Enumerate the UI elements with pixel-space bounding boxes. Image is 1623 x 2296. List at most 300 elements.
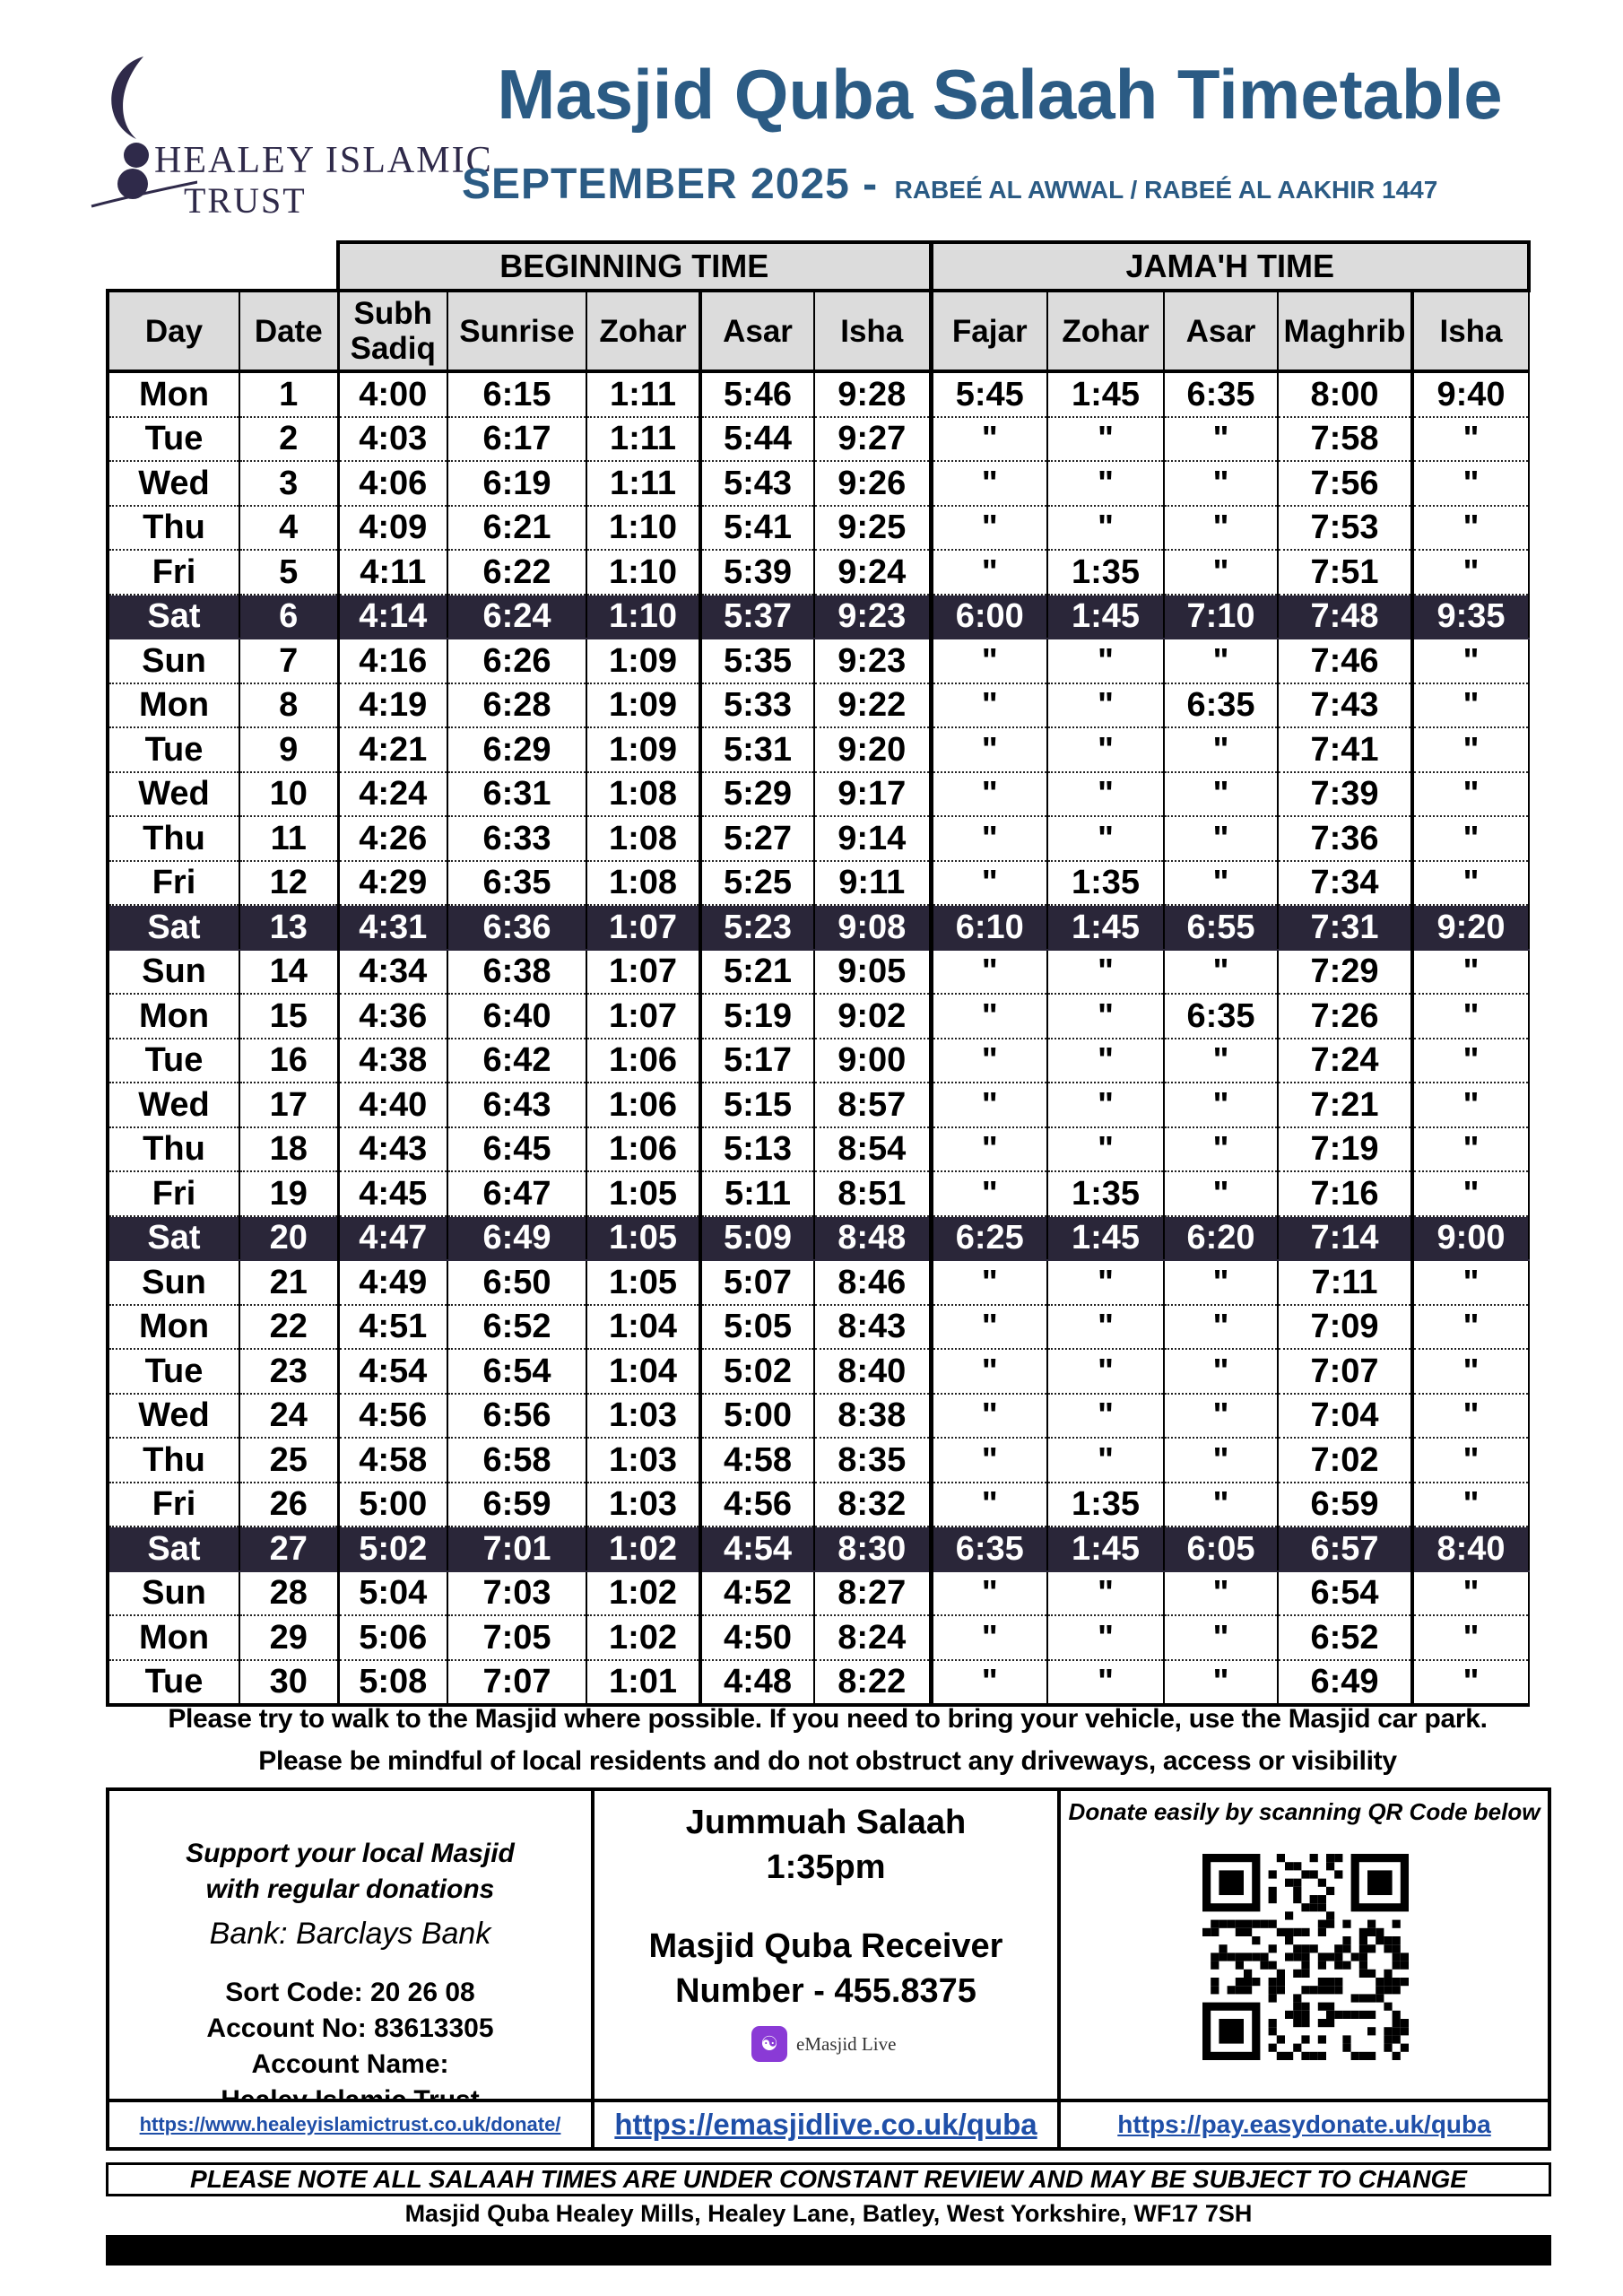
table-cell: 7:21 xyxy=(1278,1083,1412,1127)
table-cell: Fri xyxy=(108,861,239,906)
table-cell: 1:35 xyxy=(1047,1483,1164,1527)
qr-code-icon[interactable] xyxy=(1202,1854,1409,2078)
table-cell: " xyxy=(1047,816,1164,861)
table-cell: Fri xyxy=(108,1483,239,1527)
group-header-row xyxy=(108,242,1529,291)
table-row xyxy=(108,950,1529,995)
table-cell: 1:06 xyxy=(586,1083,700,1127)
emasjid-logo-icon: ☯ xyxy=(751,2026,787,2062)
table-cell: 5:13 xyxy=(700,1127,814,1172)
table-cell: 1 xyxy=(239,371,338,417)
emasjid-label: eMasjid Live xyxy=(796,2032,897,2055)
table-cell: " xyxy=(931,772,1047,817)
table-cell: 4:21 xyxy=(338,727,447,772)
table-cell: 21 xyxy=(239,1260,338,1305)
table-row xyxy=(108,1571,1529,1616)
table-cell: 7:14 xyxy=(1278,1216,1412,1261)
table-row xyxy=(108,1171,1529,1216)
table-cell: 13 xyxy=(239,905,338,950)
table-cell: " xyxy=(1047,727,1164,772)
table-cell: 9:05 xyxy=(814,950,931,995)
table-cell: " xyxy=(931,861,1047,906)
table-cell: 6:29 xyxy=(447,727,586,772)
table-cell: Thu xyxy=(108,1438,239,1483)
table-cell: 4:47 xyxy=(338,1216,447,1261)
table-cell: 8 xyxy=(239,683,338,728)
table-cell: 6:38 xyxy=(447,950,586,995)
table-cell: 6:57 xyxy=(1278,1526,1412,1571)
column-header xyxy=(447,291,586,371)
table-row xyxy=(108,1394,1529,1439)
table-cell: Thu xyxy=(108,1127,239,1172)
table-cell: 8:40 xyxy=(1412,1526,1529,1571)
table-cell: 1:06 xyxy=(586,1127,700,1172)
table-cell: " xyxy=(1047,1260,1164,1305)
table-cell: 9:20 xyxy=(1412,905,1529,950)
table-cell: 6:17 xyxy=(447,417,586,462)
table-cell: " xyxy=(1164,1571,1278,1616)
column-header-label: Isha xyxy=(840,313,904,349)
table-cell: " xyxy=(1412,994,1529,1039)
table-cell: " xyxy=(1412,1305,1529,1350)
table-cell: " xyxy=(1412,1039,1529,1083)
table-cell: 6:58 xyxy=(447,1438,586,1483)
table-cell: " xyxy=(931,1039,1047,1083)
account-details xyxy=(109,1975,591,2118)
table-cell: 1:02 xyxy=(586,1526,700,1571)
table-cell: 9 xyxy=(239,727,338,772)
table-cell: 1:02 xyxy=(586,1615,700,1660)
table-cell: 1:08 xyxy=(586,861,700,906)
table-cell: 8:43 xyxy=(814,1305,931,1350)
column-header xyxy=(108,291,239,371)
table-cell: 5:33 xyxy=(700,683,814,728)
account-name-label: Account Name: xyxy=(251,2049,449,2079)
residents-note: Please be mindful of local residents and do not obstruct any driveways, access or visibility xyxy=(258,1746,1397,1776)
table-cell: Sat xyxy=(108,595,239,639)
table-cell: 1:03 xyxy=(586,1483,700,1527)
table-cell: 1:09 xyxy=(586,683,700,728)
table-cell: " xyxy=(931,1660,1047,1706)
table-cell: " xyxy=(1047,994,1164,1039)
table-cell: " xyxy=(931,1171,1047,1216)
table-cell: 6:50 xyxy=(447,1260,586,1305)
table-cell: Mon xyxy=(108,683,239,728)
table-cell: 22 xyxy=(239,1305,338,1350)
table-cell: 6:35 xyxy=(447,861,586,906)
table-cell: 6:54 xyxy=(1278,1571,1412,1616)
table-cell: 5:44 xyxy=(700,417,814,462)
table-cell: 5:23 xyxy=(700,905,814,950)
table-cell: 5:00 xyxy=(338,1483,447,1527)
table-cell: 4:24 xyxy=(338,772,447,817)
qr-panel xyxy=(1061,1791,1548,2147)
table-cell: 4:03 xyxy=(338,417,447,462)
table-cell: 7:05 xyxy=(447,1615,586,1660)
table-cell: 4:54 xyxy=(338,1349,447,1394)
table-cell: " xyxy=(1047,506,1164,551)
table-cell: 5:15 xyxy=(700,1083,814,1127)
table-cell: Tue xyxy=(108,1349,239,1394)
table-cell: 6:35 xyxy=(1164,683,1278,728)
table-cell: 7:34 xyxy=(1278,861,1412,906)
table-cell: 5:02 xyxy=(338,1526,447,1571)
table-cell: 9:23 xyxy=(814,595,931,639)
table-cell: Fri xyxy=(108,550,239,595)
column-header-label: Asar xyxy=(1185,313,1256,349)
table-cell: 5:35 xyxy=(700,639,814,683)
table-cell: " xyxy=(1164,639,1278,683)
table-cell: " xyxy=(1412,550,1529,595)
table-cell: 1:35 xyxy=(1047,1171,1164,1216)
table-cell: 5:37 xyxy=(700,595,814,639)
table-cell: " xyxy=(1164,1394,1278,1439)
table-cell: 4:11 xyxy=(338,550,447,595)
column-header-label: Asar xyxy=(723,313,793,349)
table-cell: 4:54 xyxy=(700,1526,814,1571)
jummuah-info xyxy=(595,1800,1057,1890)
table-cell: 1:04 xyxy=(586,1305,700,1350)
table-cell: 6:59 xyxy=(1278,1483,1412,1527)
table-cell: 7:39 xyxy=(1278,772,1412,817)
table-cell: 25 xyxy=(239,1438,338,1483)
table-cell: 7:10 xyxy=(1164,595,1278,639)
table-cell: 6:49 xyxy=(447,1216,586,1261)
table-cell: " xyxy=(1047,417,1164,462)
table-cell: " xyxy=(1164,1349,1278,1394)
table-cell: " xyxy=(1164,1615,1278,1660)
table-cell: 1:09 xyxy=(586,727,700,772)
column-header-label: Sunrise xyxy=(459,313,575,349)
table-cell: 6:42 xyxy=(447,1039,586,1083)
table-cell: 7:19 xyxy=(1278,1127,1412,1172)
table-cell: 8:38 xyxy=(814,1394,931,1439)
table-cell: Tue xyxy=(108,417,239,462)
table-cell: " xyxy=(1047,1394,1164,1439)
table-cell: 5:21 xyxy=(700,950,814,995)
support-text xyxy=(109,1836,591,1908)
column-header-label: Maghrib xyxy=(1283,313,1406,349)
table-cell: " xyxy=(1164,1171,1278,1216)
table-cell: " xyxy=(1412,1394,1529,1439)
table-cell: " xyxy=(1412,639,1529,683)
donate-link-row xyxy=(109,2099,591,2147)
table-cell: 8:46 xyxy=(814,1260,931,1305)
table-cell: " xyxy=(1412,727,1529,772)
table-cell: 7:31 xyxy=(1278,905,1412,950)
table-cell: " xyxy=(931,506,1047,551)
table-cell: 6:05 xyxy=(1164,1526,1278,1571)
table-cell: " xyxy=(931,1483,1047,1527)
table-cell: " xyxy=(1164,1260,1278,1305)
table-cell: 5:43 xyxy=(700,461,814,506)
column-header xyxy=(338,291,447,371)
table-cell: 9:17 xyxy=(814,772,931,817)
table-cell: 7:58 xyxy=(1278,417,1412,462)
table-cell: 8:00 xyxy=(1278,371,1412,417)
table-cell: 24 xyxy=(239,1394,338,1439)
easydonate-link[interactable]: https://pay.easydonate.uk/quba xyxy=(1117,2110,1491,2138)
table-cell: 27 xyxy=(239,1526,338,1571)
table-cell: 4:16 xyxy=(338,639,447,683)
table-cell: 17 xyxy=(239,1083,338,1127)
table-row xyxy=(108,1438,1529,1483)
table-cell: " xyxy=(931,1615,1047,1660)
table-cell: 7:48 xyxy=(1278,595,1412,639)
table-cell: " xyxy=(1047,639,1164,683)
table-cell: 6:43 xyxy=(447,1083,586,1127)
table-cell: 4:58 xyxy=(700,1438,814,1483)
table-cell: 5:09 xyxy=(700,1216,814,1261)
table-cell: 9:02 xyxy=(814,994,931,1039)
table-cell: " xyxy=(1164,861,1278,906)
table-cell: 4:48 xyxy=(700,1660,814,1706)
table-cell: 8:27 xyxy=(814,1571,931,1616)
table-cell: 4:31 xyxy=(338,905,447,950)
table-cell: 7:36 xyxy=(1278,816,1412,861)
table-cell: 4:38 xyxy=(338,1039,447,1083)
table-cell: 10 xyxy=(239,772,338,817)
table-cell: " xyxy=(1164,461,1278,506)
table-cell: 4:56 xyxy=(700,1483,814,1527)
table-cell: 1:05 xyxy=(586,1171,700,1216)
table-cell: " xyxy=(1164,550,1278,595)
sort-code: Sort Code: 20 26 08 xyxy=(225,1978,475,2007)
parking-note: Please try to walk to the Masjid where possible. If you need to bring your vehicle, use the Masjid car park. xyxy=(168,1704,1488,1734)
table-cell: 4:14 xyxy=(338,595,447,639)
salaah-timetable xyxy=(106,240,1531,1707)
support-line-2: with regular donations xyxy=(205,1874,495,1904)
table-cell: " xyxy=(1412,816,1529,861)
table-cell: 1:02 xyxy=(586,1571,700,1616)
column-header-label: Subh Sadiq xyxy=(350,295,436,366)
table-cell: 7:07 xyxy=(1278,1349,1412,1394)
table-cell: 1:35 xyxy=(1047,550,1164,595)
column-header-row xyxy=(108,291,1529,371)
hijri-months: RABEÉ AL AWWAL / RABEÉ AL AAKHIR 1447 xyxy=(894,176,1438,204)
table-cell: 1:10 xyxy=(586,595,700,639)
table-cell: " xyxy=(1412,506,1529,551)
table-cell: " xyxy=(931,1394,1047,1439)
table-row xyxy=(108,1660,1529,1706)
table-cell: 9:26 xyxy=(814,461,931,506)
table-cell: 6:15 xyxy=(447,371,586,417)
account-number: Account No: 83613305 xyxy=(206,2013,494,2043)
table-cell: 20 xyxy=(239,1216,338,1261)
table-cell: 30 xyxy=(239,1660,338,1706)
table-cell: Sun xyxy=(108,950,239,995)
table-cell: " xyxy=(1164,417,1278,462)
table-cell: " xyxy=(1412,1083,1529,1127)
table-cell: 12 xyxy=(239,861,338,906)
support-line-1: Support your local Masjid xyxy=(186,1839,515,1868)
table-cell: " xyxy=(1164,772,1278,817)
table-cell: Mon xyxy=(108,371,239,417)
table-cell: 11 xyxy=(239,816,338,861)
table-cell: 5:45 xyxy=(931,371,1047,417)
table-cell: 4:43 xyxy=(338,1127,447,1172)
easydonate-link-row xyxy=(1061,2099,1548,2147)
table-cell: " xyxy=(1047,683,1164,728)
table-cell: 7:41 xyxy=(1278,727,1412,772)
table-cell: 9:25 xyxy=(814,506,931,551)
table-cell: 6:45 xyxy=(447,1127,586,1172)
table-cell: 4:34 xyxy=(338,950,447,995)
table-cell: 9:22 xyxy=(814,683,931,728)
table-cell: Mon xyxy=(108,1615,239,1660)
table-cell: 1:08 xyxy=(586,816,700,861)
table-cell: 5:07 xyxy=(700,1260,814,1305)
column-header xyxy=(239,291,338,371)
table-cell: 6:52 xyxy=(1278,1615,1412,1660)
table-cell: " xyxy=(1047,1571,1164,1616)
table-cell: 4:49 xyxy=(338,1260,447,1305)
table-cell: Mon xyxy=(108,994,239,1039)
table-cell: 4 xyxy=(239,506,338,551)
jummuah-time: 1:35pm xyxy=(766,1848,886,1886)
table-cell: 5:17 xyxy=(700,1039,814,1083)
table-row xyxy=(108,1526,1529,1571)
table-cell: 1:04 xyxy=(586,1349,700,1394)
table-cell: " xyxy=(931,683,1047,728)
table-cell: " xyxy=(931,1305,1047,1350)
table-cell: 5 xyxy=(239,550,338,595)
table-cell: 5:46 xyxy=(700,371,814,417)
table-cell: " xyxy=(931,1571,1047,1616)
column-header xyxy=(700,291,814,371)
table-row xyxy=(108,1039,1529,1083)
table-cell: 1:10 xyxy=(586,550,700,595)
jummuah-title: Jummuah Salaah xyxy=(685,1804,967,1841)
table-cell: 1:11 xyxy=(586,417,700,462)
table-cell: 6:40 xyxy=(447,994,586,1039)
table-cell: 7:43 xyxy=(1278,683,1412,728)
table-cell: " xyxy=(1412,950,1529,995)
table-cell: " xyxy=(1164,1483,1278,1527)
table-cell: 4:36 xyxy=(338,994,447,1039)
table-cell: 8:51 xyxy=(814,1171,931,1216)
table-cell: 9:40 xyxy=(1412,371,1529,417)
donate-link[interactable]: https://www.healeyislamictrust.co.uk/donate/ xyxy=(139,2113,561,2135)
table-row xyxy=(108,1483,1529,1527)
table-cell: 6:21 xyxy=(447,506,586,551)
table-cell: Wed xyxy=(108,772,239,817)
table-cell: 1:11 xyxy=(586,461,700,506)
table-cell: 6:54 xyxy=(447,1349,586,1394)
table-cell: 1:07 xyxy=(586,950,700,995)
table-cell: 1:45 xyxy=(1047,905,1164,950)
table-cell: " xyxy=(1164,506,1278,551)
table-cell: 4:00 xyxy=(338,371,447,417)
table-cell: 6:22 xyxy=(447,550,586,595)
table-cell: 5:39 xyxy=(700,550,814,595)
table-cell: 1:10 xyxy=(586,506,700,551)
table-cell: 6:52 xyxy=(447,1305,586,1350)
table-cell: 28 xyxy=(239,1571,338,1616)
table-cell: 1:45 xyxy=(1047,1526,1164,1571)
table-cell: 4:19 xyxy=(338,683,447,728)
table-cell: 7:51 xyxy=(1278,550,1412,595)
table-cell: " xyxy=(931,1127,1047,1172)
table-cell: 4:56 xyxy=(338,1394,447,1439)
table-cell: " xyxy=(1412,1438,1529,1483)
table-row xyxy=(108,417,1529,462)
table-cell: 4:52 xyxy=(700,1571,814,1616)
table-cell: 4:45 xyxy=(338,1171,447,1216)
table-cell: " xyxy=(1164,1083,1278,1127)
table-cell: 1:11 xyxy=(586,371,700,417)
month-heading xyxy=(462,160,1437,209)
table-cell: Wed xyxy=(108,461,239,506)
jummuah-panel xyxy=(595,1791,1061,2147)
table-cell: Fri xyxy=(108,1171,239,1216)
column-header-label: Day xyxy=(144,313,204,349)
table-row xyxy=(108,727,1529,772)
table-cell: " xyxy=(1412,417,1529,462)
table-cell: 9:35 xyxy=(1412,595,1529,639)
table-cell: 6:35 xyxy=(931,1526,1047,1571)
table-cell: 29 xyxy=(239,1615,338,1660)
review-warning: PLEASE NOTE ALL SALAAH TIMES ARE UNDER CONSTANT REVIEW AND MAY BE SUBJECT TO CHANGE xyxy=(106,2162,1551,2196)
logo-text-line2: TRUST xyxy=(184,180,307,221)
table-cell: Mon xyxy=(108,1305,239,1350)
table-cell: " xyxy=(931,550,1047,595)
table-cell: 6:55 xyxy=(1164,905,1278,950)
emasjid-link[interactable]: https://emasjidlive.co.uk/quba xyxy=(614,2108,1037,2141)
table-cell: 7:04 xyxy=(1278,1394,1412,1439)
bank-name: Bank: Barclays Bank xyxy=(209,1917,491,1951)
table-row xyxy=(108,506,1529,551)
table-cell: 5:06 xyxy=(338,1615,447,1660)
table-row xyxy=(108,772,1529,817)
table-cell: " xyxy=(1047,1039,1164,1083)
table-cell: 7:01 xyxy=(447,1526,586,1571)
column-header xyxy=(1278,291,1412,371)
table-cell: 6:56 xyxy=(447,1394,586,1439)
table-row xyxy=(108,371,1529,417)
table-cell: " xyxy=(1412,1571,1529,1616)
table-cell: 7:03 xyxy=(447,1571,586,1616)
table-cell: " xyxy=(1412,1127,1529,1172)
table-cell: " xyxy=(1412,683,1529,728)
table-cell: Sat xyxy=(108,1526,239,1571)
table-row xyxy=(108,1127,1529,1172)
column-header-label: Fajar xyxy=(951,313,1028,349)
table-cell: 2 xyxy=(239,417,338,462)
table-row xyxy=(108,639,1529,683)
table-cell: 6:26 xyxy=(447,639,586,683)
table-cell: 5:04 xyxy=(338,1571,447,1616)
table-cell: " xyxy=(1047,461,1164,506)
table-cell: 7 xyxy=(239,639,338,683)
table-cell: 5:19 xyxy=(700,994,814,1039)
table-cell: " xyxy=(1047,1127,1164,1172)
logo-text-line1: HEALEY ISLAMIC xyxy=(154,140,493,181)
column-header xyxy=(1412,291,1529,371)
table-cell: 6:20 xyxy=(1164,1216,1278,1261)
jamah-time-header: JAMA'H TIME xyxy=(931,242,1529,291)
table-cell: 18 xyxy=(239,1127,338,1172)
table-row xyxy=(108,1083,1529,1127)
table-cell: 7:46 xyxy=(1278,639,1412,683)
table-row xyxy=(108,861,1529,906)
table-cell: " xyxy=(1164,1127,1278,1172)
table-cell: 9:20 xyxy=(814,727,931,772)
table-cell: 8:40 xyxy=(814,1349,931,1394)
table-cell: 16 xyxy=(239,1039,338,1083)
table-cell: Sun xyxy=(108,639,239,683)
table-cell: 1:45 xyxy=(1047,595,1164,639)
